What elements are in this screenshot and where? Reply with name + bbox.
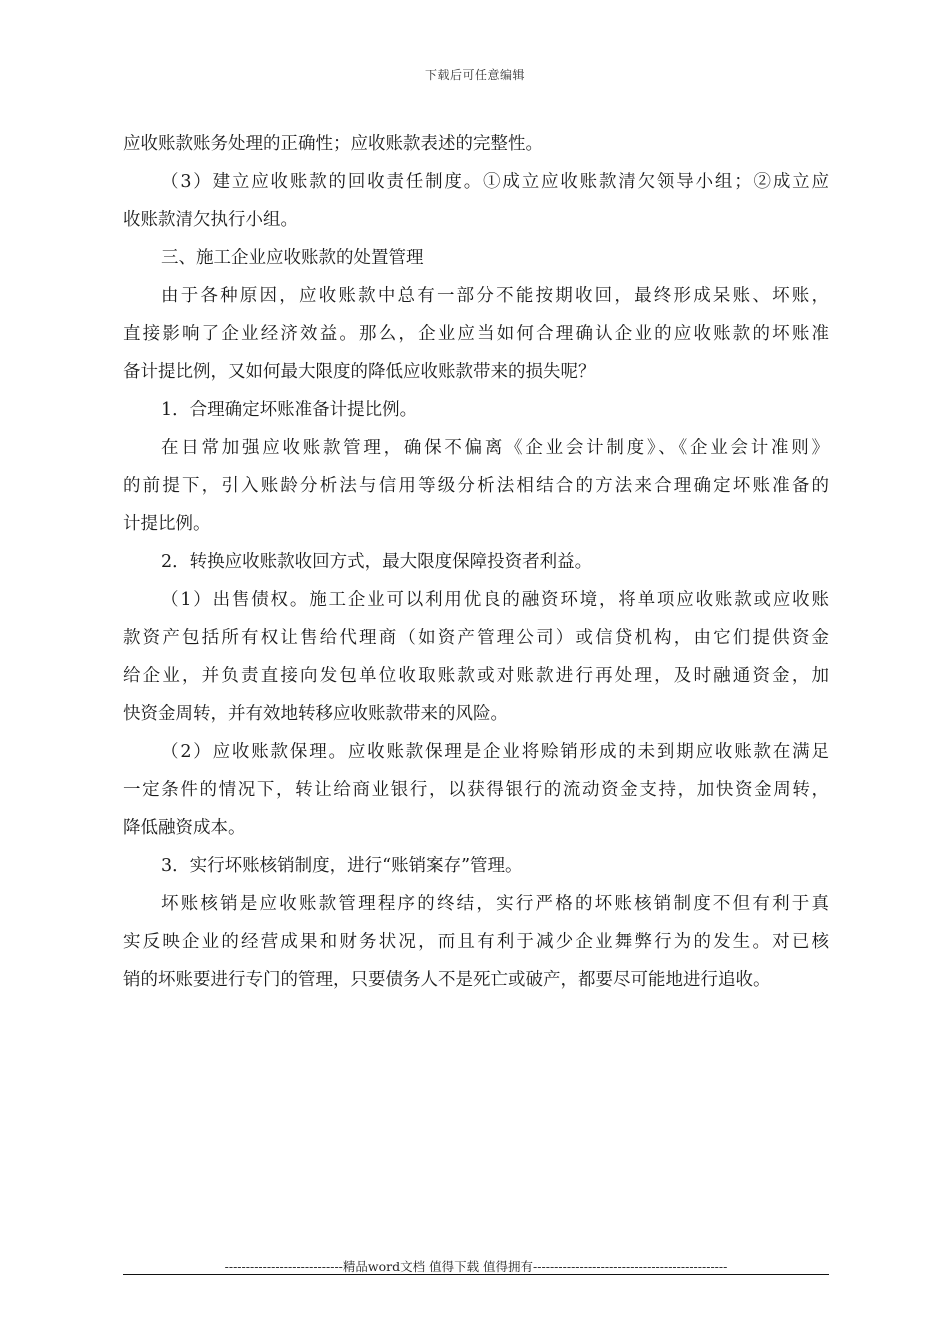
text-line: 备计提比例，又如何最大限度的降低应收账款带来的损失呢？ [123,362,596,382]
text-line: 直接影响了企业经济效益。那么，企业应当如何合理确认企业的应收账款的坏账准 [123,324,829,344]
page-footer: ----------------------------精品word文档 值得下载 值得拥有---------------------------------------------- [224,1259,728,1274]
text-line: 2．转换应收账款收回方式，最大限度保障投资者利益。 [161,552,593,572]
text-line: 1．合理确定坏账准备计提比例。 [161,400,418,420]
text-line: 应收账款账务处理的正确性；应收账款表述的完整性。 [123,134,543,154]
footer-divider [123,1274,829,1275]
text-line: 快资金周转，并有效地转移应收账款带来的风险。 [123,704,508,724]
document-body [123,125,829,999]
text-line: 销的坏账要进行专门的管理，只要债务人不是死亡或破产，都要尽可能地进行追收。 [123,970,771,990]
page-header: 下载后可任意编辑 [424,68,525,82]
text-line: 一定条件的情况下，转让给商业银行，以获得银行的流动资金支持，加快资金周转， [123,780,829,800]
text-line: 3．实行坏账核销制度，进行“账销案存”管理。 [161,856,523,876]
text-line: 降低融资成本。 [123,818,246,838]
text-line: 款资产包括所有权让售给代理商（如资产管理公司）或信贷机构，由它们提供资金 [123,628,829,648]
text-line: 给企业，并负责直接向发包单位收取账款或对账款进行再处理，及时融通资金，加 [123,666,829,686]
text-line: 在日常加强应收账款管理，确保不偏离《企业会计制度》、《企业会计准则》 [161,438,829,458]
text-line: 实反映企业的经营成果和财务状况，而且有利于减少企业舞弊行为的发生。对已核 [123,932,829,952]
paragraph-lines [123,125,829,999]
text-line: （2）应收账款保理。应收账款保理是企业将赊销形成的未到期应收账款在满足 [161,742,829,762]
text-line: （1）出售债权。施工企业可以利用优良的融资环境，将单项应收账款或应收账 [161,590,829,610]
text-line: 收账款清欠执行小组。 [123,210,298,230]
text-line: 计提比例。 [123,514,211,534]
text-line: 由于各种原因，应收账款中总有一部分不能按期收回，最终形成呆账、坏账， [161,286,829,306]
text-line: 三、施工企业应收账款的处置管理 [161,248,424,268]
text-line: 的前提下，引入账龄分析法与信用等级分析法相结合的方法来合理确定坏账准备的 [123,476,829,496]
text-line: 坏账核销是应收账款管理程序的终结，实行严格的坏账核销制度不但有利于真 [161,894,829,914]
text-line: （3）建立应收账款的回收责任制度。①成立应收账款清欠领导小组；②成立应 [161,172,829,192]
